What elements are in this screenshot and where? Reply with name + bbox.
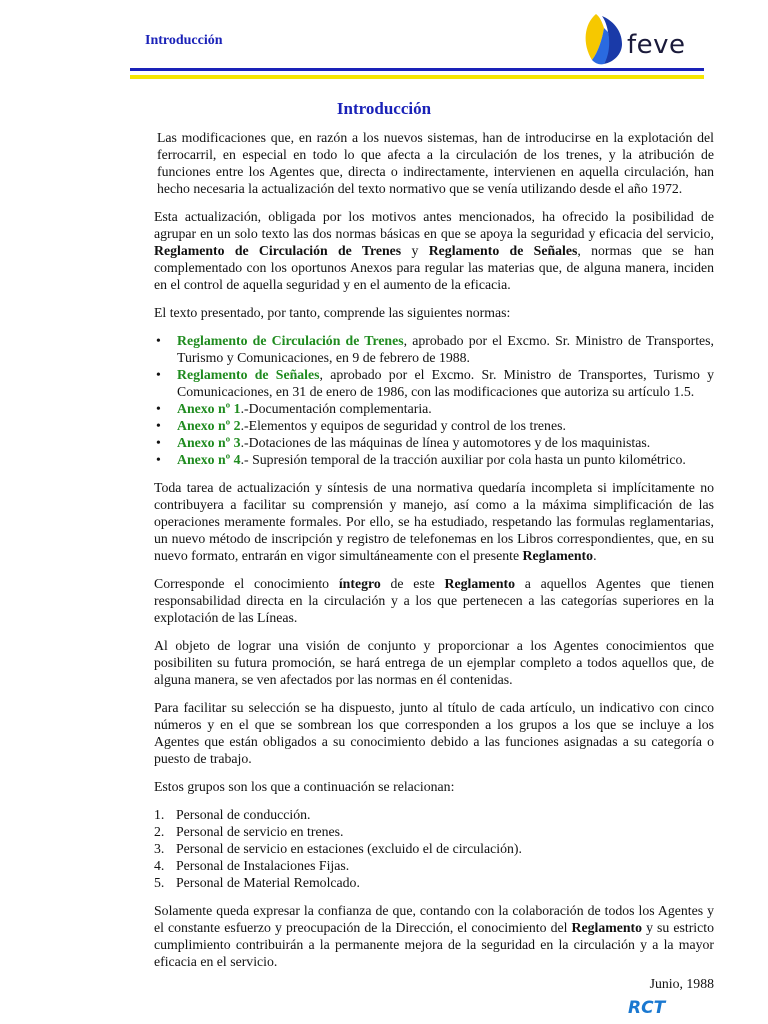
list-item: • Reglamento de Señales, aprobado por el Excmo. Sr. Ministro de Transportes, Turismo y Comunicaciones, en 31 de enero de 1986, con las modificaciones que autoriza su artículo 1.5.: [156, 367, 715, 399]
bullet-icon: •: [156, 333, 161, 348]
rct-logo: RCT: [628, 998, 666, 1018]
header-section-title: Introducción: [145, 33, 223, 48]
paragraph-3: El texto presentado, por tanto, comprende las siguientes normas:: [154, 305, 511, 320]
emphasis-reglamento-circulacion: Reglamento de Circulación de Trenes: [154, 243, 402, 258]
list-item: • Anexo nº 4.- Supresión temporal de la tracción auxiliar por cola hasta un punto kilométrico.: [156, 452, 686, 467]
bullet-icon: •: [156, 401, 161, 416]
list-item: • Anexo nº 2.-Elementos y equipos de seguridad y control de los trenes.: [156, 418, 566, 433]
list-item: • Anexo nº 1.-Documentación complementaria.: [156, 401, 432, 416]
groups-list: [154, 806, 714, 891]
list-item: 5. Personal de Material Remolcado.: [154, 875, 360, 890]
bullet-icon: •: [156, 418, 161, 433]
list-item: • Anexo nº 3.-Dotaciones de las máquinas de línea y automotores y de los maquinistas.: [156, 435, 651, 450]
paragraph-1: Las modificaciones que, en razón a los nuevos sistemas, han de introducirse en la explotación del ferrocarril, en especial en todo lo que afecta a la circulación de los trenes, y la atribución de funciones entre los Agentes que, directa o indirectamente, intervienen en aquella circulación, han hecho necesaria la actualización del texto normativo que se venía utilizando desde el año 1972.: [157, 130, 714, 196]
document-body: [154, 129, 714, 992]
bullet-icon: •: [156, 452, 161, 467]
bullet-icon: •: [156, 367, 161, 382]
list-item: 4. Personal de Instalaciones Fijas.: [154, 858, 350, 873]
list-item: 1. Personal de conducción.: [154, 807, 311, 822]
paragraph-4: Toda tarea de actualización y síntesis de una normativa quedaría incompleta si implícitamente no contribuyera a facilitar su comprensión y manejo, así como a la máxima simplificación de las operaciones meramente formales. Por ello, se ha estudiado, respetando las formulas reglamentarias, un nuevo método de inscripción y registro de telefonemas en los Libros correspondientes, que, en su nuevo formato, entrarán en vigor simultáneamente con el presente Reglamento.: [154, 480, 714, 563]
feve-logo-text: feve: [627, 30, 686, 60]
paragraph-9: Solamente queda expresar la confianza de que, contando con la colaboración de todos los Agentes y el constante esfuerzo y preocupación de la Dirección, el conocimiento del Reglamento y su estricto cumplimiento contribuirán a la permanente mejora de la seguridad en la circulación y a la mayor eficacia en el servicio.: [154, 903, 715, 969]
paragraph-6: Al objeto de lograr una visión de conjunto y proporcionar a los Agentes conocimientos que posibiliten su futura promoción, se hará entrega de un ejemplar completo a todos aquellos que, de alguna manera, se ven afectados por las normas en él contenidas.: [154, 638, 714, 687]
header-rule-blue: [130, 68, 704, 71]
paragraph-8: Estos grupos son los que a continuación se relacionan:: [154, 779, 455, 794]
page-title: Introducción: [336, 99, 432, 118]
norms-list: [154, 332, 714, 468]
emphasis-reglamento-senales: Reglamento de Señales: [428, 243, 578, 258]
list-item: 3. Personal de servicio en estaciones (excluido el de circulación).: [154, 841, 522, 856]
list-item: • Reglamento de Circulación de Trenes, aprobado por el Excmo. Sr. Ministro de Transportes, Turismo y Comunicaciones, en 9 de febrero de 1988.: [156, 333, 714, 365]
bullet-icon: •: [156, 435, 161, 450]
paragraph-5: Corresponde el conocimiento íntegro de este Reglamento a aquellos Agentes que tienen responsabilidad directa en la circulación y a los que pertenecen a las categorías superiores en la explotación de las Líneas.: [154, 576, 714, 625]
paragraph-2: Esta actualización, obligada por los motivos antes mencionados, ha ofrecido la posibilidad de agrupar en un solo texto las dos normas básicas en que se apoya la seguridad y eficacia del servicio, Reglamento de Circulación de Trenes y Reglamento de Señales, normas que se han complementado con los oportunos Anexos para regular las materias que, de alguna manera, inciden en el control de aquella seguridad y en el aumento de la eficacia.: [154, 209, 715, 292]
document-date: Junio, 1988: [649, 976, 714, 991]
list-item: 2. Personal de servicio en trenes.: [154, 824, 344, 839]
paragraph-7: Para facilitar su selección se ha dispuesto, junto al título de cada artículo, un indicativo con cinco números y en el que se sombrean los que corresponden a los grupos a los que se incluye a los Agentes que están obligados a su conocimiento debido a las funciones asignadas a su categoría o puesto de trabajo.: [154, 700, 714, 766]
header-rule-yellow: [130, 75, 704, 79]
